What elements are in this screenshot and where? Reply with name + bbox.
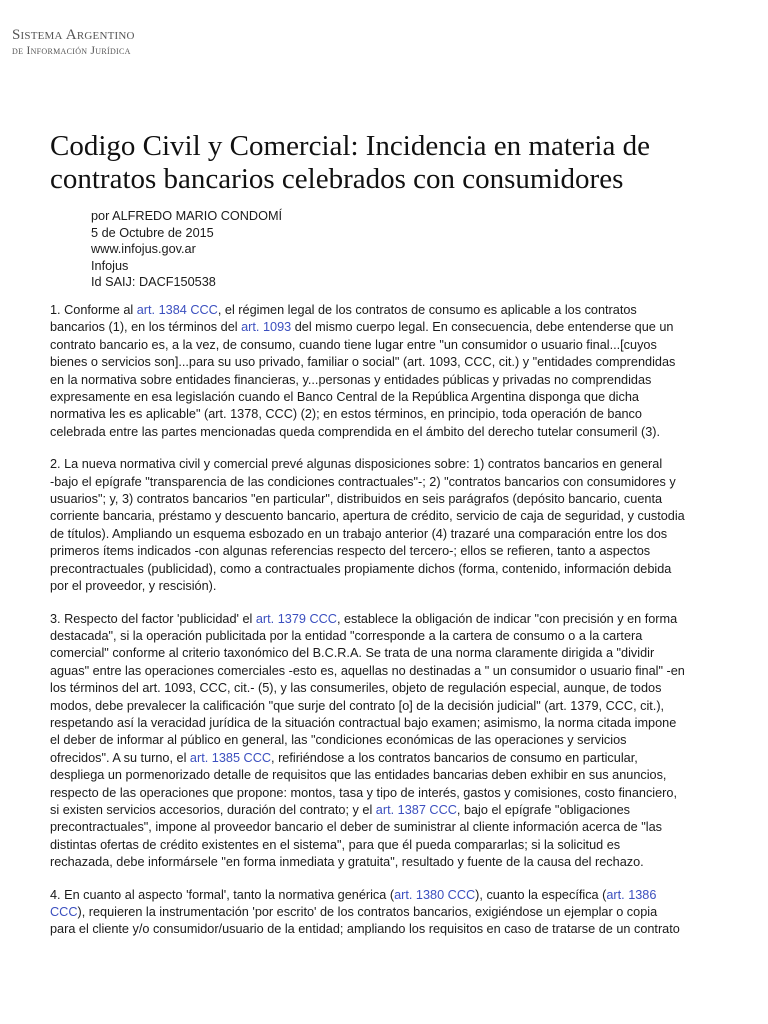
paragraph-line: [50, 887, 716, 904]
paragraph-line: [50, 578, 716, 595]
paragraph-line: [50, 715, 716, 732]
paragraph-text: primeros ítems indicados -con algunas referencias respecto del tercero-; ellos se refieren, tanto a aspectos: [50, 544, 651, 559]
paragraph-text: de títulos). Ampliando un esquema esbozado en un trabajo anterior (4) trazaré una comparación entre los dos: [50, 526, 668, 541]
paragraph-text: los términos del art. 1093, CCC, cit.- (5), y las consumeriles, objeto de regulación especial, aunque, de todos: [50, 681, 662, 696]
paragraph-text: contrato bancario es, a la vez, de consumo, cuando tiene lugar entre "un consumidor o usuario final...[cuyos: [50, 337, 657, 352]
paragraph-line: [50, 611, 716, 628]
paragraph-line: [50, 508, 716, 525]
article-reference-link[interactable]: art. 1380 CCC: [394, 887, 476, 902]
paragraph-text: , el régimen legal de los contratos de consumo es aplicable a los contratos: [217, 303, 637, 317]
paragraph-text: comercial" conforme al criterio taxonómico del B.C.R.A. Se trata de una norma claramente dirigida a "dividir: [50, 646, 655, 661]
article-meta: [91, 208, 282, 291]
article-reference-link[interactable]: art. 1384 CCC: [136, 303, 218, 317]
paragraph-line: [50, 424, 716, 441]
paragraph-text: ), requieren la instrumentación 'por escrito' de los contratos bancarios, exigiéndose un ejemplar o copia: [77, 905, 658, 919]
paragraph-text: respetando así la veracidad jurídica de la situación contractual bajo examen; asimismo, la norma citada impone: [50, 715, 677, 730]
paragraph-line: [50, 904, 716, 921]
paragraph-text: rechazada, debe informársele "en forma inmediata y gratuita", resultado y fuente de la causa del rechazo.: [50, 855, 644, 870]
paragraph-text: , bajo el epígrafe "obligaciones: [456, 802, 630, 817]
paragraph-line: [50, 732, 716, 749]
article-body: [50, 302, 716, 954]
article-source: Infojus: [91, 258, 129, 273]
paragraph-line: [50, 561, 716, 578]
site-logo[interactable]: [12, 28, 135, 58]
paragraph-line: [50, 389, 716, 406]
article-title: Codigo Civil y Comercial: Incidencia en materia de contratos bancarios celebrados con consumidores: [50, 130, 650, 195]
paragraph-text: expresamente en esa legislación cuando el Banco Central de la República Argentina disponga que dicha: [50, 390, 639, 405]
paragraph-line: [50, 802, 716, 819]
paragraph-text: 2. La nueva normativa civil y comercial prevé algunas disposiciones sobre: 1) contratos bancarios en general: [50, 457, 663, 472]
paragraph-text: si existen servicios accesorios, duración del contrato; y el: [50, 802, 376, 817]
logo-line-1: Sistema Argentino: [12, 27, 135, 43]
paragraph-line: [50, 406, 716, 423]
paragraph-line: [50, 474, 716, 491]
article-reference-link[interactable]: art. 1093: [241, 320, 292, 335]
paragraph-line: [50, 698, 716, 715]
paragraph-text: despliega un pormenorizado detalle de requisitos que las entidades bancarias deben exhibir en sus anuncios,: [50, 768, 667, 783]
paragraph-text: precontractuales (publicidad), como a contractuales propiamente dichos (forma, contenido, información debida: [50, 561, 672, 576]
paragraph-line: [50, 854, 716, 871]
paragraph-line: [50, 750, 716, 767]
article-reference-link[interactable]: art. 1385 CCC: [189, 750, 272, 765]
article-reference-link[interactable]: art. 1387 CCC: [375, 802, 457, 817]
paragraph-line: [50, 680, 716, 697]
paragraph-line: [50, 785, 716, 802]
paragraph-text: para el cliente y/o consumidor/usuario de la entidad; ampliando los requisitos en caso de tratarse de un contrato: [50, 922, 680, 937]
paragraph-text: 1. Conforme al: [50, 303, 137, 317]
paragraph-line: [50, 456, 716, 473]
paragraph-line: [50, 819, 716, 836]
paragraph-text: corriente bancaria, préstamo y descuento bancario, apertura de crédito, servicio de caja de seguridad, y custodia: [50, 509, 685, 524]
paragraph-line: [50, 302, 716, 319]
paragraph-text: , establece la obligación de indicar "con precisión y en forma: [336, 611, 678, 626]
paragraph-text: el deber de informar al público en general, las "condiciones económicas de las operaciones y servicios: [50, 733, 627, 748]
paragraph-text: bienes o servicios son]...para su uso privado, familiar o social" (art. 1093, CCC, cit.) y "entidades comprendidas: [50, 355, 676, 370]
paragraph-line: [50, 354, 716, 371]
article-paragraph: [50, 611, 716, 872]
paragraph-text: del mismo cuerpo legal. En consecuencia, debe entenderse que un: [291, 320, 674, 335]
article-paragraph: [50, 302, 716, 441]
paragraph-text: respecto de las operaciones que propone: montos, tasa y tipo de interés, gastos y comisiones, costo financiero,: [50, 785, 677, 800]
paragraph-text: , refiriéndose a los contratos bancarios de consumo en particular,: [271, 750, 638, 765]
paragraph-line: [50, 837, 716, 854]
article-reference-link[interactable]: art. 1386: [606, 887, 657, 902]
paragraph-text: bancarios (1), en los términos del: [50, 320, 242, 335]
article-id: Id SAIJ: DACF150538: [91, 275, 216, 290]
article-date: 5 de Octubre de 2015: [91, 225, 214, 240]
paragraph-line: [50, 663, 716, 680]
paragraph-text: usuarios"; y, 3) contratos bancarios "en particular", distribuidos en seis parágrafos (depósito bancario, cuenta: [50, 492, 663, 507]
paragraph-line: [50, 767, 716, 784]
paragraph-text: ofrecidos". A su turno, el: [50, 750, 190, 765]
paragraph-text: normativa les es aplicable" (art. 1378, CCC) (2); en estos términos, en principio, toda operación de banco: [50, 407, 642, 422]
paragraph-line: [50, 628, 716, 645]
paragraph-line: [50, 526, 716, 543]
article-paragraph: [50, 456, 716, 595]
paragraph-line: [50, 337, 716, 354]
paragraph-text: ), cuanto la específica (: [475, 887, 607, 902]
article-reference-link[interactable]: CCC: [50, 905, 78, 919]
paragraph-text: modos, debe prevalecer la calificación "que surje del contrato [o] de la decisión judicial" (art. 1379, CCC, cit.),: [50, 698, 665, 713]
paragraph-text: -bajo el epígrafe "transparencia de las condiciones contractuales"-; 2) "contratos bancarios con consumidores y: [50, 474, 676, 489]
paragraph-text: precontractuales", impone al proveedor bancario el deber de suministrar al cliente información acerca de "las: [50, 820, 662, 835]
paragraph-text: en la normativa sobre entidades financieras, y...personas y entidades públicas y privadas no comprendidas: [50, 372, 652, 387]
paragraph-line: [50, 921, 716, 938]
paragraph-text: 3. Respecto del factor 'publicidad' el: [50, 611, 256, 626]
article-paragraph: [50, 887, 716, 939]
logo-line-2: de Información Jurídica: [12, 45, 131, 57]
paragraph-text: distintas ofertas de crédito existentes en el sistema", para que él pueda compararlas; si la solicitud es: [50, 837, 621, 852]
paragraph-text: por el proveedor, y rescisión).: [50, 579, 217, 594]
paragraph-line: [50, 372, 716, 389]
article-author: por ALFREDO MARIO CONDOMÍ: [91, 209, 283, 223]
article-site: www.infojus.gov.ar: [91, 242, 196, 257]
paragraph-line: [50, 645, 716, 662]
article-reference-link[interactable]: art. 1379 CCC: [255, 611, 337, 626]
paragraph-line: [50, 319, 716, 336]
paragraph-text: aguas" entre las operaciones comerciales -esto es, aquellas no destinadas a " un consumidor o usuario final" -en: [50, 663, 685, 678]
paragraph-line: [50, 491, 716, 508]
paragraph-line: [50, 543, 716, 560]
paragraph-text: celebrada entre las partes mencionadas queda comprendida en el ámbito del derecho tutelar consumeril (3).: [50, 424, 661, 439]
paragraph-text: 4. En cuanto al aspecto 'formal', tanto la normativa genérica (: [50, 887, 395, 902]
paragraph-text: destacada", si la operación publicitada por la entidad "corresponde a la cartera de consumo o a la cartera: [50, 628, 643, 643]
